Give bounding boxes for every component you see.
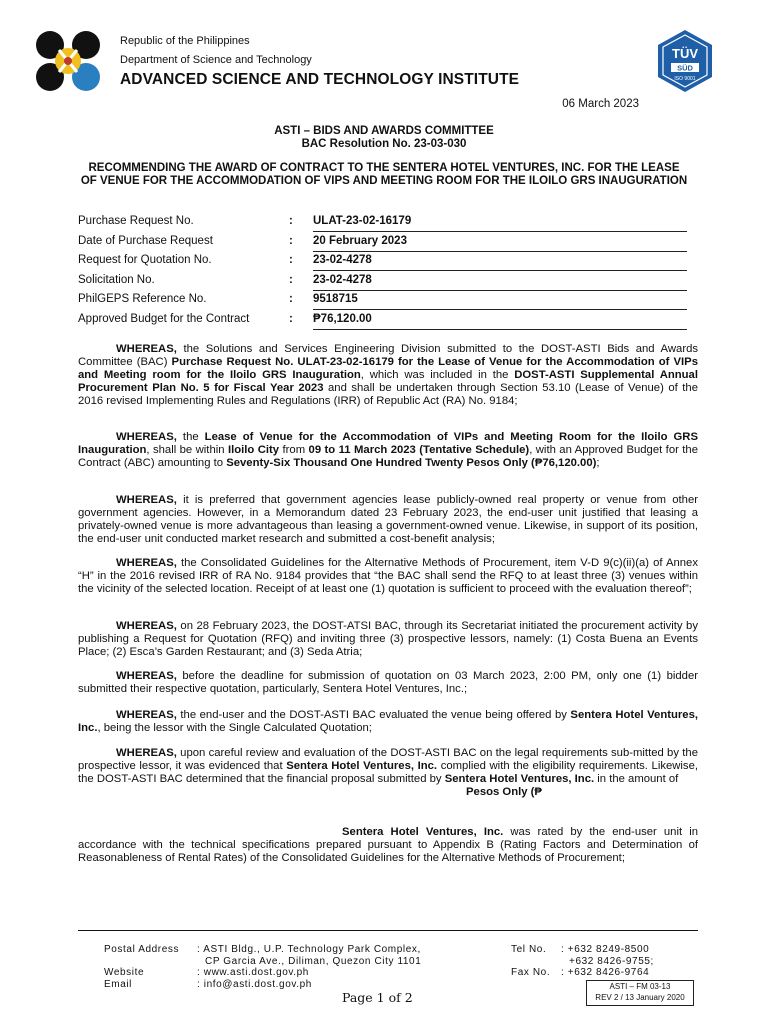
tel-number-1: : +632 8249-8500 <box>561 944 650 955</box>
info-value: ULAT-23-02-16179 <box>313 215 687 232</box>
info-colon: : <box>289 215 293 227</box>
footer-contact-values <box>197 944 421 990</box>
fax-number: : +632 8426-9764 <box>561 967 650 978</box>
website-label: Website <box>104 967 145 978</box>
info-label: Solicitation No. <box>78 274 155 286</box>
fax-label: Fax No. <box>511 967 551 978</box>
resolution-number: BAC Resolution No. 23-03-030 <box>301 138 467 150</box>
info-label: Purchase Request No. <box>78 215 194 227</box>
pesos-only-fragment: Pesos Only (₱ <box>466 786 542 798</box>
dost-asti-logo-icon <box>33 30 103 92</box>
info-value: 20 February 2023 <box>313 235 687 252</box>
whereas-paragraph-4: WHEREAS, the Consolidated Guidelines for the Alternative Methods of Procurement, item V-D 9(c)(ii)(a) of Annex “H” in the 2016 revised IRR of RA No. 9184 provides that “the BAC shall send the RFQ to at least three (3) venues within the vicinity of the selected location. Receipt of at least one (1) quotation is sufficient to proceed with the evaluation thereof”; <box>78 557 698 595</box>
postal-address-line2: CP Garcia Ave., Diliman, Quezon City 1101 <box>205 955 422 967</box>
info-label: Date of Purchase Request <box>78 235 213 247</box>
email-label: Email <box>104 978 133 990</box>
tuv-text: TÜV <box>672 46 698 61</box>
website-link[interactable]: : www.asti.dost.gov.ph <box>197 967 309 978</box>
whereas-paragraph-2: WHEREAS, the Lease of Venue for the Accommodation of VIPs and Meeting Room for the Iloilo GRS Inauguration, shall be within Iloilo City from 09 to 11 March 2023 (Tentative Schedule), with an Approved Budget for the Contract (ABC) amounting to Seventy-Six Thousand One Hundred Twenty Pesos Only (₱76,120.00); <box>78 431 698 469</box>
whereas-paragraph-6: WHEREAS, before the deadline for submission of quotation on 03 March 2023, 2:00 PM, only one (1) bidder submitted their respective quotation, particularly, Sentera Hotel Ventures, Inc.; <box>78 670 698 695</box>
sud-text: SÜD <box>677 63 693 73</box>
tel-number-2: +632 8426-9755; <box>569 955 654 967</box>
info-colon: : <box>289 235 293 247</box>
institute-name: ADVANCED SCIENCE AND TECHNOLOGY INSTITUTE <box>120 71 520 88</box>
resolution-subject: RECOMMENDING THE AWARD OF CONTRACT TO THE SENTERA HOTEL VENTURES, INC. FOR THE LEASE OF VENUE FOR THE ACCOMMODATION OF VIPS AND MEETING ROOM FOR THE ILOILO GRS INAUGURATION <box>80 162 688 187</box>
info-label: Request for Quotation No. <box>78 254 212 266</box>
info-value: 23-02-4278 <box>313 274 687 291</box>
department-line: Department of Science and Technology <box>120 54 312 66</box>
info-colon: : <box>289 274 293 286</box>
info-value: 9518715 <box>313 293 687 310</box>
committee-title: ASTI – BIDS AND AWARDS COMMITTEE <box>274 125 494 137</box>
info-colon: : <box>289 313 293 325</box>
footer-phone-labels <box>511 944 550 979</box>
iso-text: ISO 9001 <box>674 76 696 82</box>
form-code-box <box>586 980 694 1006</box>
document-date: 06 March 2023 <box>562 98 639 110</box>
form-number: ASTI – FM 03-13 <box>609 982 671 991</box>
postal-label: Postal Address <box>104 944 180 955</box>
info-colon: : <box>289 254 293 266</box>
info-colon: : <box>289 293 293 305</box>
tel-label: Tel No. <box>511 944 547 955</box>
postal-address-line1: : ASTI Bldg., U.P. Technology Park Complex, <box>197 944 421 955</box>
email-link[interactable]: : info@asti.dost.gov.ph <box>197 978 312 990</box>
whereas-paragraph-8: WHEREAS, upon careful review and evaluation of the DOST-ASTI BAC on the legal requirements sub-mitted by the prospective lessor, it was evidenced that Sentera Hotel Ventures, Inc. complied with the eligibility requirements. Likewise, the DOST-ASTI BAC determined that the financial proposal submitted by Sentera Hotel Ventures, Inc. in the amount of <box>78 747 699 785</box>
whereas-paragraph-9: Sentera Hotel Ventures, Inc. was rated by the end-user unit in accordance with the technical specifications prepared pursuant to Appendix B (Rating Factors and Determination of Reasonableness of Rental Rates) of the Consolidated Guidelines for the Alternative Methods of Procurement; <box>78 826 698 864</box>
republic-line: Republic of the Philippines <box>120 35 250 47</box>
page-number: Page 1 of 2 <box>342 990 413 1005</box>
info-value: 23-02-4278 <box>313 254 687 271</box>
whereas-paragraph-3: WHEREAS, it is preferred that government agencies lease publicly-owned real property or venue from other government agencies. However, in a Memorandum dated 23 February 2023, the end-user unit justified that leasing a privately-owned venue is more advantageous than leasing a government-owned venue. Likewise, in support of its position, the end-user unit conducted market research and submitted a cost-benefit analysis; <box>78 494 698 545</box>
info-value: ₱76,120.00 <box>313 313 687 330</box>
footer-divider <box>78 930 698 931</box>
form-revision: REV 2 / 13 January 2020 <box>595 993 685 1002</box>
footer-labels <box>104 944 179 990</box>
whereas-paragraph-1: WHEREAS, the Solutions and Services Engineering Division submitted to the DOST-ASTI Bids and Awards Committee (BAC) Purchase Request No. ULAT-23-02-16179 for the Lease of Venue for the Accommodation of VIPs and Meeting room for the Iloilo GRS Inauguration, which was included in the DOST-ASTI Supplemental Annual Procurement Plan No. 5 for Fiscal Year 2023 and shall be undertaken through Section 53.10 (Lease of Venue) of the 2016 revised Implementing Rules and Regulations (IRR) of Republic Act (RA) No. 9184; <box>78 343 699 407</box>
info-label: Approved Budget for the Contract <box>78 313 250 325</box>
footer-phone-values <box>561 944 654 979</box>
whereas-paragraph-5: WHEREAS, on 28 February 2023, the DOST-ATSI BAC, through its Secretariat initiated the procurement activity by publishing a Request for Quotation (RFQ) and inviting three (3) prospective lessors, namely: (1) Costa Buena an Events Place; (2) Esca’s Garden Restaurant; and (3) Seda Atria; <box>78 620 698 658</box>
tuv-sud-certification-badge-icon <box>654 28 716 94</box>
whereas-paragraph-7: WHEREAS, the end-user and the DOST-ASTI BAC evaluated the venue being offered by Sentera Hotel Ventures, Inc., being the lessor with the Single Calculated Quotation; <box>78 709 698 734</box>
info-label: PhilGEPS Reference No. <box>78 293 207 305</box>
